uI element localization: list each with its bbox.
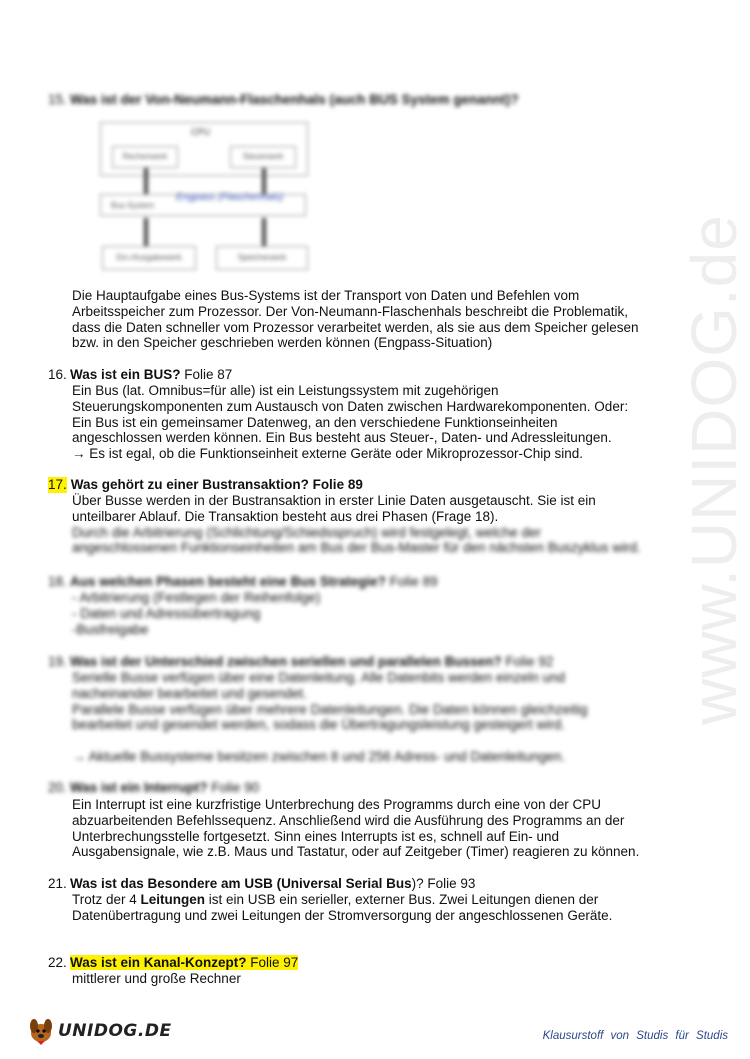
text-line: Ausgabensignale, wie z.B. Maus und Tastatur, oder auf Zeitgeber (Timer) reagieren zu können. bbox=[72, 844, 640, 860]
question-21-answer bbox=[72, 892, 672, 924]
text-bold: Leitungen bbox=[140, 892, 206, 907]
question-16-answer bbox=[72, 383, 672, 462]
folie-ref: )? Folie 93 bbox=[411, 876, 476, 891]
question-title: Was ist der Von-Neumann-Flaschenhals (auch BUS System genannt)? bbox=[70, 92, 519, 107]
watermark: www.UNIDOG.de bbox=[678, 214, 750, 725]
question-19-heading bbox=[48, 654, 688, 670]
text-line: Ein Bus ist ein gemeinsamer Datenweg, an den verschiedene Funktionseinheiten bbox=[72, 414, 558, 430]
question-20-answer bbox=[72, 797, 672, 860]
question-15-heading bbox=[48, 92, 688, 108]
question-number: 16. bbox=[48, 367, 67, 382]
question-16-heading bbox=[48, 367, 688, 383]
von-neumann-diagram bbox=[98, 122, 310, 274]
text-line: angeschlossen werden können. Ein Bus besteht aus Steuer-, Daten- und Adressleitungen. bbox=[72, 430, 612, 446]
question-22-answer bbox=[72, 971, 672, 987]
rechenwerk-box: Rechenwerk bbox=[112, 146, 178, 168]
text-line: Ein Interrupt ist eine kurzfristige Unterbrechung des Programms durch eine von der CPU bbox=[72, 797, 601, 812]
text-line: angeschlossenen Funktionseinheiten am Bus der Bus-Master für den nächsten Buszyklus wird. bbox=[72, 540, 641, 556]
folie-ref: Folie 89 bbox=[385, 574, 438, 589]
folie-ref: Folie 87 bbox=[180, 367, 233, 382]
text-line bbox=[72, 733, 672, 749]
question-17-answer bbox=[72, 493, 672, 556]
question-title: Was ist das Besondere am USB (Universal Serial Bus bbox=[70, 876, 412, 891]
text-line: mittlerer und große Rechner bbox=[72, 971, 241, 986]
arrow-icon bbox=[262, 218, 266, 246]
dog-icon bbox=[26, 1016, 56, 1046]
bus-label: Bus-System bbox=[111, 201, 155, 210]
text-line: Datenübertragung und zwei Leitungen der Stromversorgung der angeschlossenen Geräte. bbox=[72, 907, 613, 923]
question-18-heading bbox=[48, 574, 688, 590]
question-title: Was ist ein Kanal-Konzept? bbox=[70, 955, 247, 970]
text-part: Trotz der 4 bbox=[72, 892, 141, 907]
text-line: abzuarbeitenden Befehlssequenz. Anschließend wird die Ausführung des Programms an der bbox=[72, 812, 625, 828]
text-part: ist ein USB ein serieller, externer Bus. Zwei Leitungen dienen der bbox=[205, 892, 599, 907]
question-title: Was ist der Unterschied zwischen seriellen und parallelen Bussen? bbox=[70, 654, 502, 669]
question-number: 20. bbox=[48, 780, 67, 795]
question-18-answer bbox=[72, 590, 672, 637]
question-19-answer bbox=[72, 670, 672, 765]
text-line: → Es ist egal, ob die Funktionseinheit externe Geräte oder Mikroprozessor-Chip sind. bbox=[72, 446, 583, 462]
folie-ref: Folie 97 bbox=[246, 955, 299, 970]
handwritten-note: Engpass (Flaschenhals) bbox=[176, 192, 284, 203]
question-title: Was gehört zu einer Bustransaktion? Folie 89 bbox=[70, 477, 363, 492]
question-20-heading bbox=[48, 780, 688, 796]
text-line: - Daten und Adressübertragung bbox=[72, 605, 261, 621]
question-number: 19. bbox=[48, 654, 67, 669]
text-line: nacheinander bearbeitet und gesendet. bbox=[72, 685, 307, 701]
text-line: → Aktuelle Bussysteme besitzen zwischen 8 und 256 Adress- und Datenleitungen. bbox=[72, 748, 566, 764]
text-line: - Arbitrierung (Festlegen der Reihenfolge) bbox=[72, 590, 321, 605]
text-line: -Busfreigabe bbox=[72, 621, 149, 637]
text-line: Die Hauptaufgabe eines Bus-Systems ist der Transport von Daten und Befehlen vom bbox=[72, 288, 580, 303]
arrow-icon bbox=[144, 168, 148, 194]
question-17-heading bbox=[48, 477, 688, 493]
question-15-answer bbox=[72, 288, 672, 351]
text-line: bzw. in den Speicher geschrieben werden können (Engpass-Situation) bbox=[72, 335, 493, 351]
logo-text: UNIDOG.DE bbox=[58, 1021, 172, 1041]
footer-tagline: Klausurstoff von Studis für Studis bbox=[542, 1030, 728, 1042]
question-title: Aus welchen Phasen besteht eine Bus Strategie? bbox=[70, 574, 386, 589]
question-number: 15. bbox=[48, 92, 67, 107]
text-line: Parallele Busse verfügen über mehrere Datenleitungen. Die Daten können gleichzeitig bbox=[72, 701, 588, 717]
text-line: Über Busse werden in der Bustransaktion in erster Linie Daten ausgetauscht. Sie ist ein bbox=[72, 493, 596, 508]
text-line: dass die Daten schneller vom Prozessor verarbeitet werden, als sie aus dem Speicher gelesen bbox=[72, 319, 639, 335]
question-22-heading bbox=[48, 955, 688, 971]
folie-ref: Folie 90 bbox=[207, 780, 260, 795]
highlighted-title bbox=[70, 955, 298, 970]
text-line: Durch die Arbitrierung (Schlichtung/Schiedsspruch) wird festgelegt, welche der bbox=[72, 524, 541, 540]
unidog-logo[interactable] bbox=[26, 1016, 172, 1046]
text-line: Serielle Busse verfügen über eine Datenleitung. Alle Datenbits werden einzeln und bbox=[72, 670, 566, 685]
text-line: Ein Bus (lat. Omnibus=für alle) ist ein Leistungssystem mit zugehörigen bbox=[72, 383, 499, 398]
steuerwerk-box: Steuerwerk bbox=[230, 146, 296, 168]
question-number: 18. bbox=[48, 574, 67, 589]
cpu-label: CPU bbox=[191, 127, 211, 137]
arrow-icon bbox=[144, 218, 148, 246]
text-line: unteilbarer Ablauf. Die Transaktion besteht aus drei Phasen (Frage 18). bbox=[72, 508, 499, 524]
arrow-icon bbox=[262, 168, 266, 194]
text-line: Steuerungskomponenten zum Austausch von Daten zwischen Hardwarekomponenten. Oder: bbox=[72, 398, 629, 414]
ein-ausgabewerk-box: Ein-/Ausgabewerk bbox=[102, 246, 196, 270]
question-title: Was ist ein Interrupt? bbox=[70, 780, 208, 795]
text-line: Arbeitsspeicher zum Prozessor. Der Von-Neumann-Flaschenhals beschreibt die Problematik, bbox=[72, 303, 629, 319]
question-21-heading bbox=[48, 876, 688, 892]
question-number: 22. bbox=[48, 955, 67, 970]
text-line: Unterbrechungsstelle fortgesetzt. Sinn eines Interrupts ist es, schnell auf Ein- und bbox=[72, 828, 560, 844]
question-number: 17. bbox=[48, 477, 67, 492]
text-line bbox=[72, 892, 672, 908]
speicherwerk-box: Speicherwerk bbox=[216, 246, 308, 270]
question-number: 21. bbox=[48, 876, 67, 891]
question-title: Was ist ein BUS? bbox=[70, 367, 181, 382]
text-line: bearbeitet und gesendet werden, sodass die Übertragungsleistung gesteigert wird. bbox=[72, 717, 566, 733]
folie-ref: Folie 92 bbox=[501, 654, 554, 669]
